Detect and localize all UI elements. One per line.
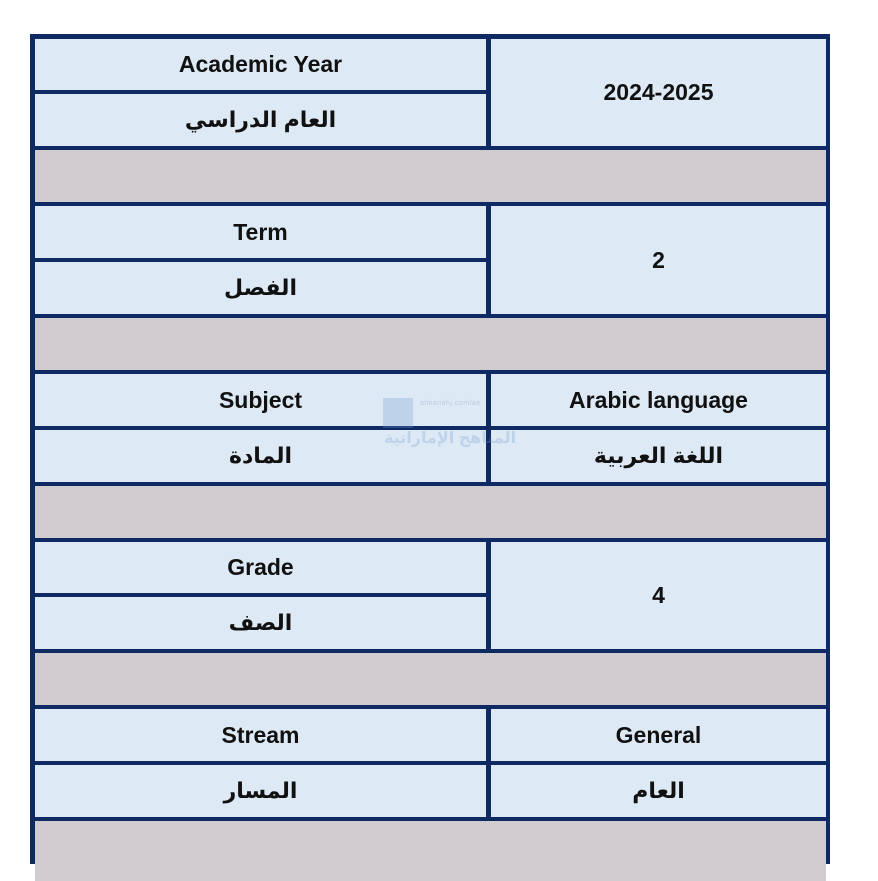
watermark-url: almanahj.com/ae (420, 400, 481, 407)
separator-row (35, 653, 826, 705)
stream-value-en: General (491, 709, 826, 761)
term-value: 2 (491, 206, 826, 314)
academic-year-label-ar: العام الدراسي (35, 94, 486, 146)
term-label-en: Term (35, 206, 486, 258)
separator-row (35, 150, 826, 202)
info-table (30, 34, 830, 864)
watermark-brand: المناهج الإماراتية (384, 430, 517, 447)
grade-label-ar: الصف (35, 597, 486, 649)
stream-label-ar: المسار (35, 765, 486, 817)
separator-row (35, 486, 826, 538)
academic-year-value: 2024-2025 (491, 39, 826, 146)
term-label-ar: الفصل (35, 262, 486, 314)
separator-row (35, 318, 826, 370)
stream-value-ar: العام (491, 765, 826, 817)
academic-year-label-en: Academic Year (35, 39, 486, 90)
subject-label-ar: المادة (35, 430, 486, 482)
subject-value-en: Arabic language (491, 374, 826, 426)
subject-value-ar: اللغة العربية (491, 430, 826, 482)
grade-value: 4 (491, 542, 826, 649)
grade-label-en: Grade (35, 542, 486, 593)
stream-label-en: Stream (35, 709, 486, 761)
separator-row (35, 821, 826, 881)
subject-label-en: Subject (35, 374, 486, 426)
